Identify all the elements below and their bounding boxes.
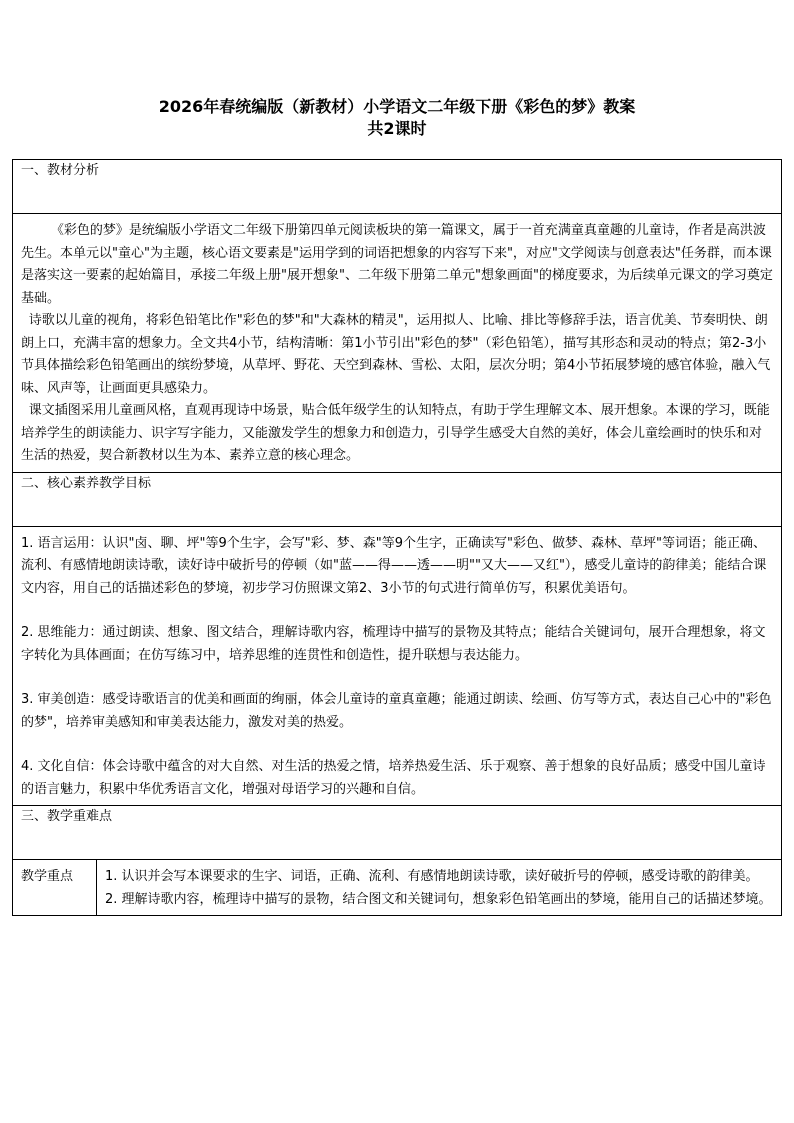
- section-header-row: [13, 806, 782, 860]
- goal-item: 3. 审美创造：感受诗歌语言的优美和画面的绚丽，体会儿童诗的童真童趣；能通过朗读、绘画、仿写等方式，表达自己心中的"彩色的梦"，培养审美感知和审美表达能力，激发对美的热爱。: [21, 692, 772, 730]
- analysis-paragraph: 课文插图采用儿童画风格，直观再现诗中场景，贴合低年级学生的认知特点，有助于学生理解文本、展开想象。本课的学习，既能培养学生的朗读能力、识字写字能力，又能激发学生的想象力和创造力，引导学生感受大自然的美好，体会儿童绘画时的快乐和对生活的热爱，契合新教材以生为本、素养立意的核心理念。: [21, 403, 770, 463]
- key-points-row: [13, 860, 782, 916]
- analysis-paragraph: 《彩色的梦》是统编版小学语文二年级下册第四单元阅读板块的第一篇课文，属于一首充满童真童趣的儿童诗，作者是高洪波先生。本单元以"童心"为主题，核心语文要素是"运用学到的词语把想象的内容写下来"，对应"文学阅读与创意表达"任务群，而本课是落实这一要素的起始篇目，承接二年级上册"展开想象"、二年级下册第二单元"想象画面"的梯度要求，为后续单元课文的学习奠定基础。: [21, 223, 773, 306]
- section-header-goals: 二、核心素养教学目标: [13, 472, 782, 526]
- key-point-item: 1. 认识并会写本课要求的生字、词语，正确、流利、有感情地朗读诗歌，读好破折号的停顿，感受诗歌的韵律美。: [105, 869, 759, 884]
- section-header-row: [13, 160, 782, 214]
- key-point-item: 2. 理解诗歌内容，梳理诗中描写的景物，结合图文和关键词句，想象彩色铅笔画出的梦境，能用自己的话描述梦境。: [105, 891, 772, 907]
- section-header-key-points: 三、教学重难点: [13, 806, 782, 860]
- lesson-plan-table: [12, 159, 782, 916]
- goal-item: 1. 语言运用：认识"卤、聊、坪"等9个生字，会写"彩、梦、森"等9个生字，正确读写"彩色、做梦、森林、草坪"等词语；能正确、流利、有感情地朗读诗歌，读好诗中破折号的停顿（如"蓝——得——透——明""又大——又红"），感受儿童诗的韵律美；能结合课文内容，用自己的话描述彩色的梦境，初步学习仿照课文第2、3小节的句式进行简单仿写，积累优美语句。: [21, 535, 767, 596]
- section-header-row: [13, 472, 782, 526]
- section-body-row: [13, 214, 782, 473]
- analysis-paragraph: 诗歌以儿童的视角，将彩色铅笔比作"彩色的梦"和"大森林的精灵"，运用拟人、比喻、排比等修辞手法，语言优美、节奏明快、朗朗上口，充满丰富的想象力。全文共4小节，结构清晰：第1小节引出"彩色的梦"（彩色铅笔），描写其形态和灵动的特点；第2-3小节具体描绘彩色铅笔画出的缤纷梦境，从草坪、野花、天空到森林、雪松、太阳，层次分明；第4小节拓展梦境的感官体验，融入气味、风声等，让画面更具感染力。: [21, 313, 771, 396]
- goal-item: 2. 思维能力：通过朗读、想象、图文结合，理解诗歌内容，梳理诗中描写的景物及其特点；能结合关键词句，展开合理想象，将文字转化为具体画面；在仿写练习中，培养思维的连贯性和创造性，提升联想与表达能力。: [21, 625, 766, 663]
- section-header-analysis: 一、教材分析: [13, 160, 782, 214]
- analysis-content: [13, 214, 782, 473]
- goals-content: [13, 526, 782, 806]
- document-subtitle: 共2课时: [367, 119, 427, 138]
- key-points-label: 教学重点: [13, 860, 97, 916]
- key-points-content: [97, 860, 782, 916]
- goal-item: 4. 文化自信：体会诗歌中蕴含的对大自然、对生活的热爱之情，培养热爱生活、乐于观察、善于想象的良好品质；感受中国儿童诗的语言魅力，积累中华优秀语言文化，增强对母语学习的兴趣和自信。: [21, 759, 766, 797]
- document-title: 2026年春统编版（新教材）小学语文二年级下册《彩色的梦》教案: [158, 97, 636, 116]
- section-body-row: [13, 526, 782, 806]
